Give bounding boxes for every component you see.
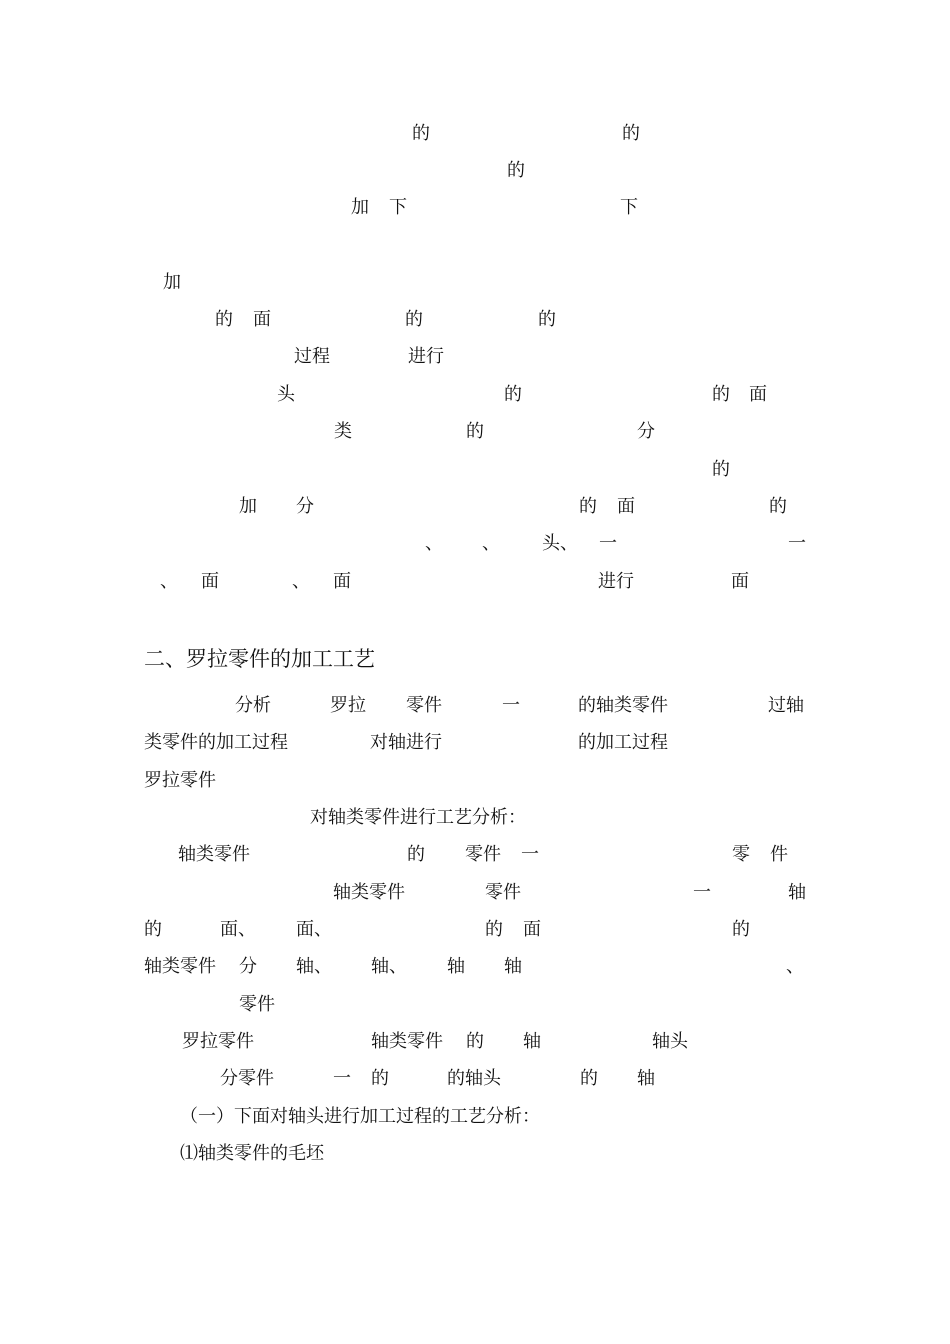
text-fragment: 的加工过程 <box>578 732 668 753</box>
text-fragment: 的 <box>466 421 484 442</box>
text-fragment: 一 <box>599 533 617 554</box>
text-fragment: 零件 <box>485 882 521 903</box>
text-fragment: 一 <box>502 695 520 716</box>
text-line <box>0 1029 950 1055</box>
text-line <box>0 1104 950 1130</box>
text-fragment: 的 <box>622 123 640 144</box>
text-fragment: 零件 <box>406 695 442 716</box>
text-fragment: 的 <box>580 1068 598 1089</box>
text-fragment: 的轴类零件 <box>578 695 668 716</box>
text-fragment: 一 <box>333 1068 351 1089</box>
text-fragment: 的 <box>579 496 597 517</box>
text-fragment: 头、 <box>542 533 578 554</box>
text-line <box>0 569 950 595</box>
text-fragment: 的 <box>371 1068 389 1089</box>
text-fragment: 轴类零件 <box>144 956 216 977</box>
text-fragment: 对轴类零件进行工艺分析： <box>310 807 526 828</box>
text-fragment: 的 <box>215 309 233 330</box>
text-line <box>0 1066 950 1092</box>
text-fragment: 进行 <box>598 571 634 592</box>
text-fragment: 、 <box>292 571 310 592</box>
text-fragment: 面、 <box>296 919 332 940</box>
text-fragment: 轴类零件 <box>371 1031 443 1052</box>
text-line <box>0 419 950 445</box>
text-fragment: 加 <box>351 197 369 218</box>
text-fragment: 的 <box>407 844 425 865</box>
text-fragment: 面 <box>731 571 749 592</box>
text-line <box>0 158 950 184</box>
text-line <box>0 805 950 831</box>
text-fragment: 的轴头 <box>447 1068 501 1089</box>
text-fragment: 零件 <box>465 844 501 865</box>
text-fragment: 进行 <box>408 346 444 367</box>
text-line <box>0 992 950 1018</box>
subheading: （一）下面对轴头进行加工过程的工艺分析： <box>180 1106 540 1127</box>
text-fragment: 一 <box>788 533 806 554</box>
text-fragment: 零件 <box>239 994 275 1015</box>
text-line <box>0 382 950 408</box>
text-fragment: 分 <box>239 956 257 977</box>
text-line <box>0 307 950 333</box>
text-fragment: 分 <box>637 421 655 442</box>
text-fragment: 过程 <box>294 346 330 367</box>
text-fragment: 一 <box>521 844 539 865</box>
text-fragment: 加 <box>163 272 181 293</box>
text-fragment: 轴、 <box>371 956 407 977</box>
section-heading: 二、罗拉零件的加工工艺 <box>144 647 375 671</box>
text-fragment: 分析 <box>235 695 271 716</box>
text-fragment: 类零件的加工过程 <box>144 732 288 753</box>
text-fragment: 的 <box>769 496 787 517</box>
text-line <box>0 880 950 906</box>
text-fragment: 零 <box>732 844 750 865</box>
text-line <box>0 195 950 221</box>
text-fragment: 的 <box>405 309 423 330</box>
text-fragment: 、 <box>160 571 178 592</box>
section-heading-line <box>0 646 950 674</box>
text-fragment: 分零件 <box>220 1068 274 1089</box>
text-fragment: 面 <box>617 496 635 517</box>
text-fragment: 的 <box>504 384 522 405</box>
text-fragment: 面 <box>523 919 541 940</box>
text-fragment: 面 <box>749 384 767 405</box>
text-line <box>0 121 950 147</box>
text-fragment: 的 <box>466 1031 484 1052</box>
text-line <box>0 693 950 719</box>
text-fragment: 分 <box>296 496 314 517</box>
text-fragment: 的 <box>712 384 730 405</box>
text-fragment: 的 <box>144 919 162 940</box>
text-fragment: 轴 <box>523 1031 541 1052</box>
text-fragment: 下 <box>389 197 407 218</box>
text-fragment: 的 <box>712 459 730 480</box>
text-line <box>0 344 950 370</box>
text-fragment: 罗拉 <box>330 695 366 716</box>
text-line <box>0 531 950 557</box>
text-fragment: 过轴 <box>768 695 804 716</box>
text-fragment: 轴、 <box>296 956 332 977</box>
text-fragment: 的 <box>507 160 525 181</box>
text-fragment: 、 <box>425 533 443 554</box>
text-fragment: 头 <box>277 384 295 405</box>
text-line <box>0 270 950 296</box>
text-line <box>0 842 950 868</box>
text-fragment: 加 <box>239 496 257 517</box>
text-fragment: 的 <box>538 309 556 330</box>
text-fragment: 对轴进行 <box>370 732 442 753</box>
text-fragment: 轴 <box>504 956 522 977</box>
text-line <box>0 1141 950 1167</box>
text-fragment: 、 <box>482 533 500 554</box>
text-fragment: 面 <box>333 571 351 592</box>
text-fragment: 罗拉零件 <box>144 770 216 791</box>
text-fragment: 轴类零件 <box>333 882 405 903</box>
text-line <box>0 768 950 794</box>
text-fragment: 轴 <box>788 882 806 903</box>
text-line <box>0 917 950 943</box>
text-fragment: 件 <box>770 844 788 865</box>
text-fragment: 类 <box>334 421 352 442</box>
text-fragment: 轴类零件 <box>178 844 250 865</box>
text-line <box>0 954 950 980</box>
text-fragment: 、 <box>786 956 804 977</box>
text-fragment: 一 <box>693 882 711 903</box>
text-line <box>0 494 950 520</box>
text-fragment: 下 <box>620 197 638 218</box>
text-fragment: 轴 <box>447 956 465 977</box>
text-fragment: 的 <box>485 919 503 940</box>
text-fragment: 面、 <box>220 919 256 940</box>
text-fragment: 轴头 <box>652 1031 688 1052</box>
text-fragment: 面 <box>253 309 271 330</box>
text-fragment: 的 <box>732 919 750 940</box>
text-fragment: 轴 <box>637 1068 655 1089</box>
text-fragment: 罗拉零件 <box>182 1031 254 1052</box>
text-line <box>0 730 950 756</box>
text-line <box>0 457 950 483</box>
text-fragment: 面 <box>201 571 219 592</box>
text-fragment: 的 <box>412 123 430 144</box>
subheading: ⑴轴类零件的毛坯 <box>180 1143 324 1164</box>
